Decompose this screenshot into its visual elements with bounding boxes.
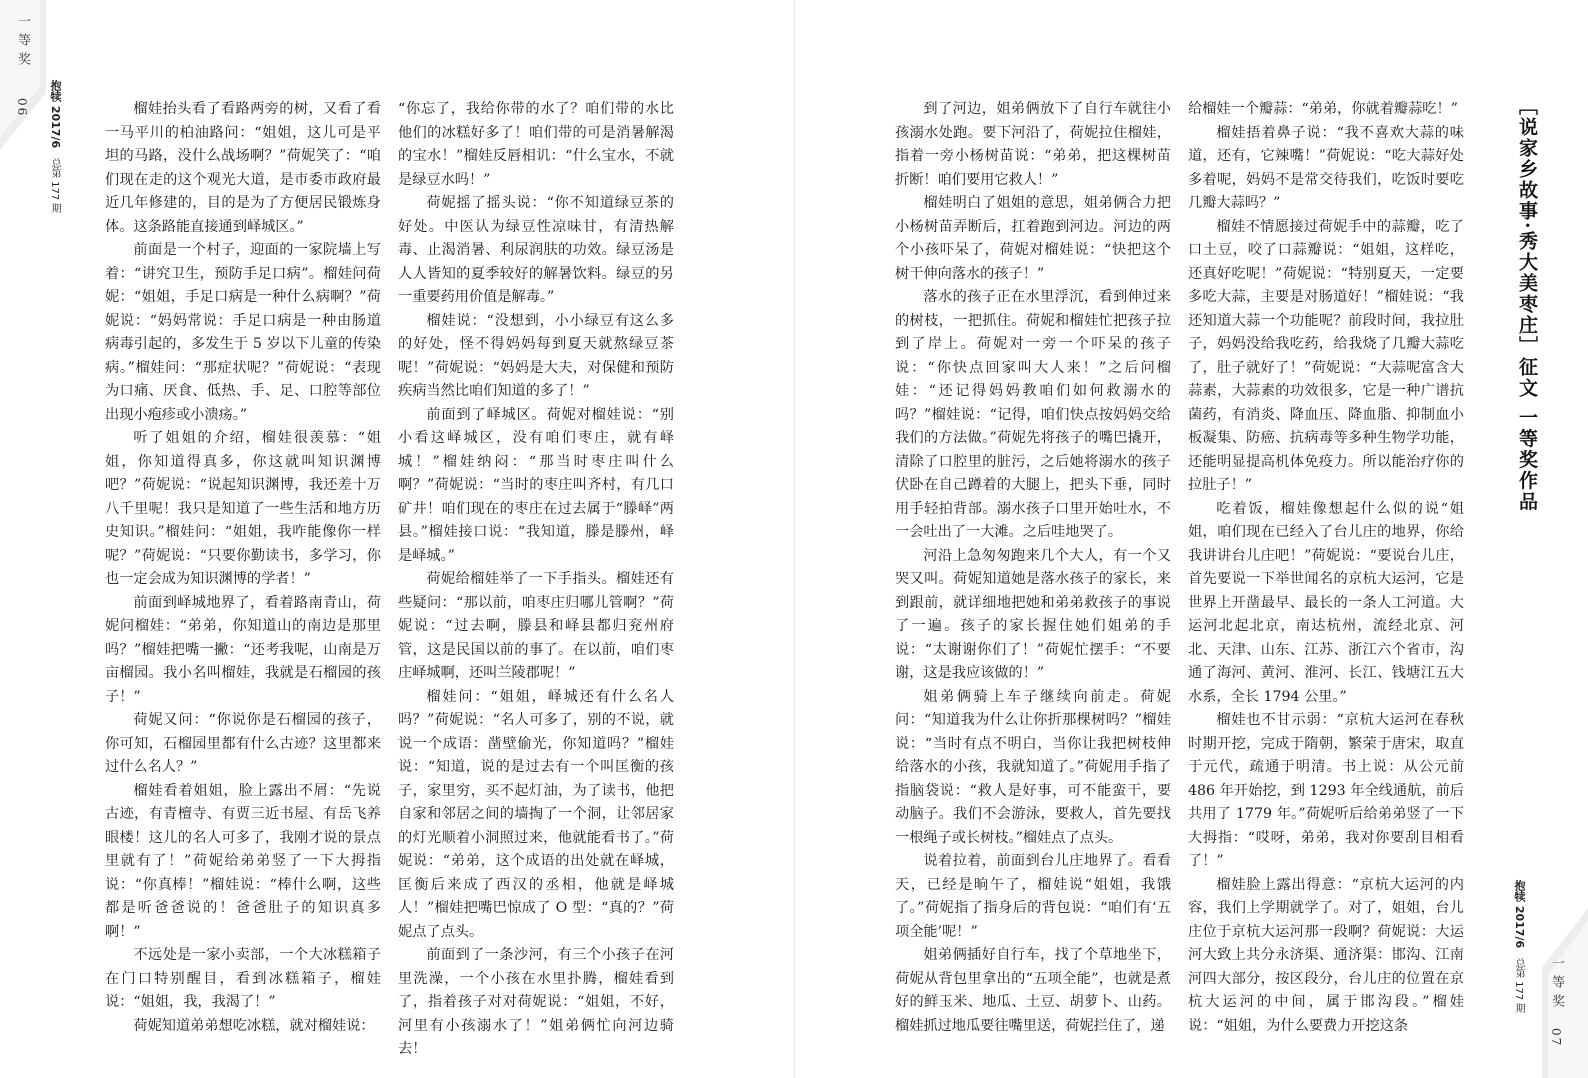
text-column-2 [398,98,674,1062]
article-paragraph: 榴娃看着姐姐，脸上露出不屑：“先说古迹，有青檀寺、有贾三近书屋、有岳飞养眼楼！这儿的名人可多了，我刚才说的景点里就有了！”荷妮给弟弟竖了一下大拇指说：“你真棒！”榴娃说：“棒什么啊，这些都是听爸爸说的！爸爸肚子的知识真多啊！” [105,782,381,940]
article-paragraph: 姐弟俩插好自行车，找了个草地坐下，荷妮从背包里拿出的“五项全能”，也就是煮好的鲜玉米、地瓜、土豆、胡萝卜、山药。榴娃抓过地瓜要往嘴里送，荷妮拦住了，递 [895,947,1171,1034]
article-paragraph: 吃着饭，榴娃像想起什么似的说“姐姐，咱们现在已经入了台儿庄的地界，你给我讲讲台儿庄吧！”荷妮说：“要说台儿庄，首先要说一下举世闻名的京杭大运河，它是世界上开凿最早、最长的一条人工河道。大运河北起北京，南达杭州，流经北京、河北、天津、山东、江苏、浙江六个省市，沟通了海河、黄河、淮河、长江、钱塘江五大水系，全长 1794 公里。” [1188,500,1464,705]
article-paragraph: “你忘了，我给你带的水了？咱们带的水比他们的冰糕好多了！咱们带的可是消暑解渴的宝水！”榴娃反唇相讥：“什么宝水，不就是绿豆水吗！” [398,101,674,188]
right-issue-number: 总第 177 期 [1513,958,1524,1014]
article-paragraph: 榴娃明白了姐姐的意思，姐弟俩合力把小杨树苗弄断后，扛着跑到河边。河边的两个小孩吓呆了，荷妮对榴娃说：“快把这个树干伸向落水的孩子！” [895,195,1171,282]
article-paragraph: 姐弟俩骑上车子继续向前走。荷妮问：“知道我为什么让你折那棵树吗？”榴娃说：“当时有点不明白，当你让我把树枝伸给落水的小孩，我就知道了。”荷妮用手指了指脑袋说：“救人是好事，可不能蛮干，要动脑子。我们不会游泳，要救人，首先要找一根绳子或长树枝。”榴娃点了点头。 [895,688,1171,846]
article-paragraph: 河沿上急匆匆跑来几个大人，有一个又哭又叫。荷妮知道她是落水孩子的家长，来到跟前，就详细地把她和弟弟救孩子的事说了一遍。孩子的家长握住她们姐弟的手说：“太谢谢你们了！”荷妮忙摆手：“不要谢，这是我应该做的！” [895,547,1171,681]
page-spine [794,0,795,1078]
article-paragraph: 荷妮摇了摇头说：“你不知道绿豆茶的好处。中医认为绿豆性凉味甘，有清热解毒、止渴消暑、利尿润肤的功效。绿豆汤是人人皆知的夏季较好的解暑饮料。绿豆的另一重要药用价值是解毒。” [398,195,674,305]
article-paragraph: 听了姐姐的介绍，榴娃很羡慕：“姐姐，你知道得真多，你这就叫知识渊博吧？”荷妮说：“说起知识渊博，我还差十万八千里呢！我只是知道了一些生活和地方历史知识。”榴娃问：“姐姐，我咋能像你一样呢？”荷妮说：“只要你勤读书，多学习，你也一定会成为知识渊博的学者！” [105,430,381,587]
article-paragraph: 不远处是一家小卖部，一个大冰糕箱子在门口特别醒目，看到冰糕箱子，榴娃说：“姐姐，我，我渴了！” [105,947,381,1010]
article-paragraph: 前面到了峄城区。荷妮对榴娃说：“别小看这峄城区，没有咱们枣庄，就有峄城！”榴娃纳闷：“那当时枣庄叫什么啊？”荷妮说：“当时的枣庄叫齐村，有几口矿井！咱们现在的枣庄在过去属于“滕峄”两县。”榴娃接口说：“我知道，滕是滕州，峄是峄城。” [398,406,674,564]
right-page-number: 07 [1549,1028,1563,1048]
series-title: ［说家乡故事·秀大美枣庄］征文 一等奖作品 [1516,96,1538,513]
left-page-number: 06 [15,98,29,118]
left-magazine-info: 抱犊 2017/6 [49,80,62,149]
article-paragraph: 荷妮给榴娃举了一下手指头。榴娃还有些疑问：“那以前，咱枣庄归哪儿管啊？”荷妮说：“过去啊，滕县和峄县都归兖州府管，这是民国以前的事了。在以前，咱们枣庄峄城啊，还叫兰陵郡呢！” [398,571,674,681]
article-paragraph: 榴娃也不甘示弱：“京杭大运河在春秋时期开挖，完成于隋朝，繁荣于唐宋，取直于元代，疏通于明清。书上说：从公元前 486 年开始挖，到 1293 年全线通航，前后共用了 1779 年。”荷妮听后给弟弟竖了一下大拇指：“哎呀，弟弟，我对你要刮目相看了！” [1188,712,1464,869]
article-paragraph: 前面到了一条沙河，有三个小孩子在河里洗澡，一个小孩在水里扑腾，榴娃看到了，指着孩子对对荷妮说：“姐姐，不好，河里有小孩溺水了！”姐弟俩忙向河边骑去！ [398,947,674,1057]
article-paragraph: 榴娃抬头看了看路两旁的树，又看了看一马平川的柏油路问：“姐姐，这儿可是平坦的马路，没什么战场啊？”荷妮笑了：“咱们现在走的这个观光大道，是市委市政府最近几年修建的，目的是为了方便居民锻炼身体。这条路能直接通到峄城区。” [105,101,381,235]
article-paragraph: 榴娃捂着鼻子说：“我不喜欢大蒜的味道，还有，它辣嘴！”荷妮说：“吃大蒜好处多着呢，妈妈不是常交待我们，吃饭时要吃几瓣大蒜吗？” [1188,124,1464,211]
text-column-1 [105,98,381,1038]
article-paragraph: 荷妮知道弟弟想吃冰糕，就对榴娃说： [133,1017,375,1034]
article-paragraph: 前面是一个村子，迎面的一家院墙上写着：“讲究卫生，预防手足口病”。榴娃问荷妮：“姐姐，手足口病是一种什么病啊？”荷妮说：“妈妈常说：手足口病是一种由肠道病毒引起的，多发生于 5 岁以下儿童的传染病。”榴娃问：“那症状呢？”荷妮说：“表现为口痛、厌食、低热、手、足、口腔等部位出现小疱疹或小溃疡。” [105,242,381,423]
left-issue-number: 总第 177 期 [49,158,60,214]
right-tab-label: 一等奖 [1549,956,1564,1013]
right-magazine-info: 抱犊 2017/6 [1513,880,1526,949]
article-paragraph: 榴娃说：“没想到，小小绿豆有这么多的好处，怪不得妈妈每到夏天就熬绿豆茶呢！”荷妮说：“妈妈是大夫，对保健和预防疾病当然比咱们知道的多了！” [398,312,674,399]
article-paragraph: 榴娃问：“姐姐，峄城还有什么名人吗？”荷妮说：“名人可多了，别的不说，就说一个成语：凿壁偷光，你知道吗？”榴娃说：“知道，说的是过去有一个叫匡衡的孩子，家里穷，买不起灯油，为了读书，他把自家和邻居之间的墙掏了一个洞，让邻居家的灯光顺着小洞照过来，他就能看书了。”荷妮说：“弟弟，这个成语的出处就在峄城，匡衡后来成了西汉的丞相，他就是峄城人！”榴娃把嘴巴惊成了 O 型：“真的？”荷妮点了点头。 [398,688,674,940]
left-tab-label: 一等奖 [15,14,30,71]
text-column-3 [895,98,1171,1038]
article-paragraph: 说着拉着，前面到台儿庄地界了。看看天，已经是晌午了，榴娃说“姐姐，我饿了。”荷妮指了指身后的背包说：“咱们有‘五项全能’呢！” [895,853,1171,940]
article-paragraph: 榴娃脸上露出得意：“京杭大运河的内容，我们上学期就学了。对了，姐姐，台儿庄位于京杭大运河那一段啊？荷妮说：大运河大致上共分永济渠、通济渠：邯沟、江南河四大部分，按区段分，台儿庄的位置在京杭大运河的中间，属于邯沟段。”榴娃说：“姐姐，为什么要费力开挖这条 [1188,876,1464,1034]
article-paragraph: 荷妮又问：“你说你是石榴园的孩子，你可知，石榴园里都有什么古迹？这里都来过什么名人？” [105,712,381,775]
article-paragraph: 前面到峄城地界了，看着路南青山，荷妮问榴娃：“弟弟，你知道山的南边是那里吗？”榴娃把嘴一撇：“还考我呢，山南是万亩榴园。我小名叫榴娃，我就是石榴园的孩子！” [105,594,381,705]
article-paragraph: 到了河边，姐弟俩放下了自行车就往小孩溺水处跑。要下河沿了，荷妮拉住榴娃，指着一旁小杨树苗说：“弟弟，把这棵树苗折断！咱们要用它救人！” [895,101,1171,188]
article-paragraph: 给榴娃一个瓣蒜：“弟弟，你就着瓣蒜吃！” [1188,101,1458,117]
article-paragraph: 榴娃不情愿接过荷妮手中的蒜瓣，吃了口土豆，咬了口蒜瓣说：“姐姐，这样吃，还真好吃呢！”荷妮说：“特别夏天，一定要多吃大蒜，主要是对肠道好！”榴娃说：“我还知道大蒜一个功能呢？前段时间，我拉肚子，妈妈没给我吃药，给我烧了几瓣大蒜吃了，肚子就好了！”荷妮说：“大蒜呢富含大蒜素，大蒜素的功效很多，它是一种广谱抗菌药，有消炎、降血压、降血脂、抑制血小板凝集、防癌、抗病毒等多种生物学功能，还能明显提高机体免疫力。所以能治疗你的拉肚子！” [1188,218,1464,493]
article-paragraph: 落水的孩子正在水里浮沉，看到伸过来的树枝，一把抓住。荷妮和榴娃忙把孩子拉到了岸上。荷妮对一旁一个吓呆的孩子说：“你快点回家叫大人来！”之后问榴娃：“还记得妈妈教咱们如何救溺水的吗？”榴娃说：“记得，咱们快点按妈妈交给我们的方法做。”荷妮先将孩子的嘴巴撬开，清除了口腔里的脏污，之后她将溺水的孩子伏卧在自己蹲着的大腿上，把头下垂，同时用手轻拍背部。溺水孩子口里开始吐水，不一会吐出了一大滩。之后哇地哭了。 [895,289,1171,540]
text-column-4 [1188,98,1464,1038]
